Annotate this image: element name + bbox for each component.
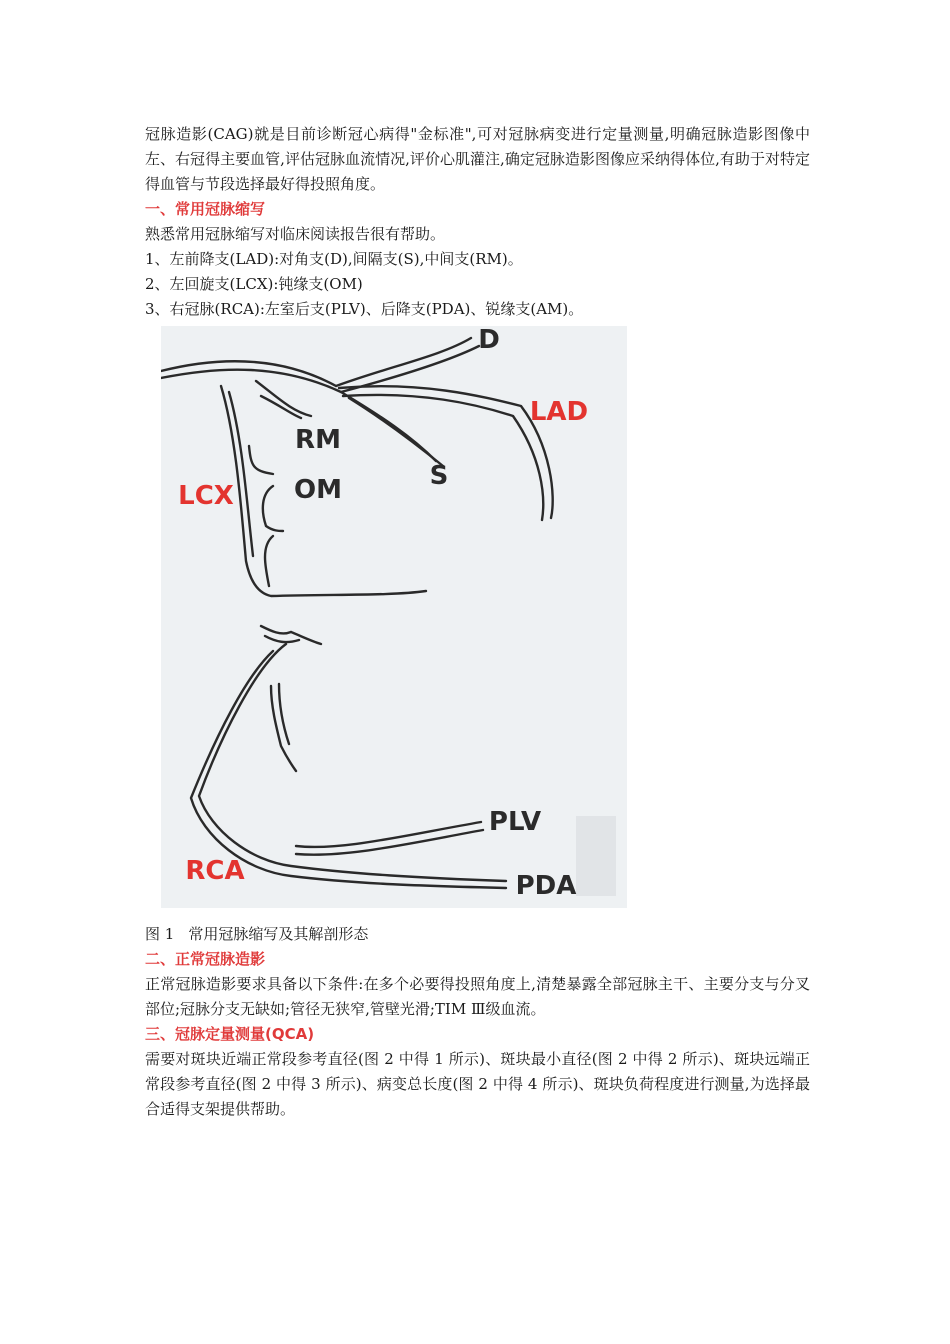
section-3-heading: 三、冠脉定量测量(QCA) — [145, 1025, 315, 1043]
intro-paragraph: 冠脉造影(CAG)就是目前诊断冠心病得"金标准",可对冠脉病变进行定量测量,明确冠脉造影图像中左、右冠得主要血管,评估冠脉血流情况,评价心肌灌注,确定冠脉造影图像应采纳得体位,有助于对特定得血管与节段选择最好得投照角度。 — [145, 125, 810, 193]
label-lcx: LCX — [178, 481, 234, 511]
coronary-diagram — [161, 326, 627, 908]
label-rca: RCA — [185, 856, 245, 886]
coronary-diagram-figure — [161, 326, 627, 908]
label-om: OM — [294, 475, 342, 505]
section-2-text: 正常冠脉造影要求具备以下条件:在多个必要得投照角度上,清楚暴露全部冠脉主干、主要分支与分叉部位;冠脉分支无缺如;管径无狭窄,管壁光滑;TIM Ⅲ级血流。 — [145, 975, 810, 1018]
section-2-heading: 二、正常冠脉造影 — [145, 950, 266, 968]
caption-text: 常用冠脉缩写及其解剖形态 — [188, 925, 369, 943]
label-rm: RM — [295, 425, 341, 455]
label-s: S — [429, 461, 449, 491]
section-3-text: 需要对斑块近端正常段参考直径(图 2 中得 1 所示)、斑块最小直径(图 2 中得 2 所示)、斑块远端正常段参考直径(图 2 中得 3 所示)、病变总长度(图 2 中得 4 所示)、斑块负荷程度进行测量,为选择最合适得支架提供帮助。 — [145, 1050, 810, 1118]
abbrev-item-lcx: 2、左回旋支(LCX):钝缘支(OM) — [145, 275, 363, 293]
abbrev-item-rca: 3、右冠脉(RCA):左室后支(PLV)、后降支(PDA)、锐缘支(AM)。 — [145, 300, 584, 318]
label-d: D — [478, 326, 500, 355]
section-1-heading: 一、常用冠脉缩写 — [145, 200, 266, 218]
abbrev-item-lad: 1、左前降支(LAD):对角支(D),间隔支(S),中间支(RM)。 — [145, 250, 523, 268]
label-lad: LAD — [529, 397, 589, 427]
image-artifact — [576, 816, 616, 896]
label-pda: PDA — [515, 871, 577, 901]
figure-caption — [145, 922, 810, 947]
document-body — [145, 122, 810, 1122]
label-plv: PLV — [488, 807, 542, 837]
section-1-text: 熟悉常用冠脉缩写对临床阅读报告很有帮助。 — [145, 225, 446, 243]
caption-number: 图 1 — [145, 925, 175, 943]
